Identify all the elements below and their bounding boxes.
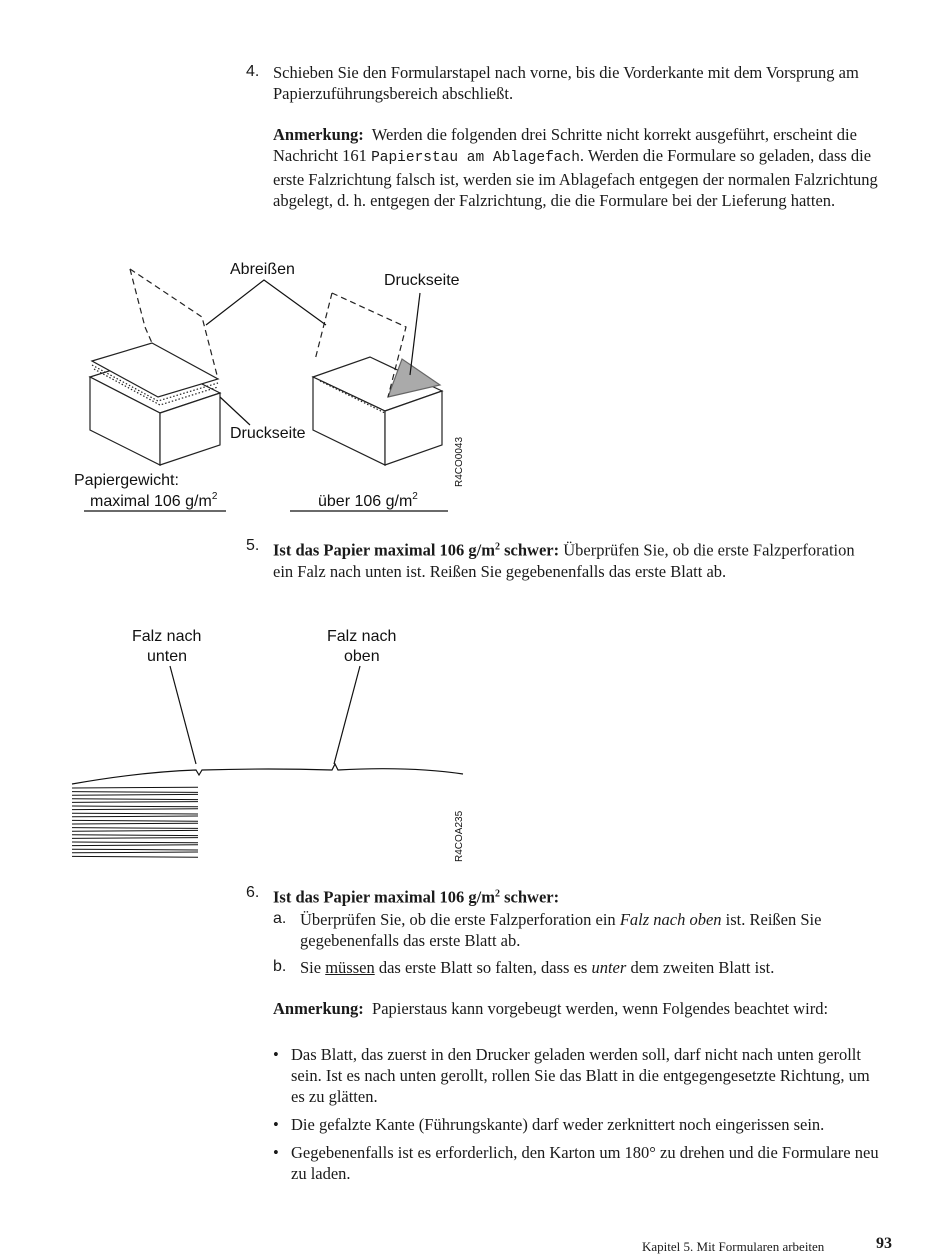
note-label: Anmerkung: [273,125,364,144]
figure-paper-weight [70,255,490,520]
print-side-right-leader [410,293,420,375]
list-item: • Gegebenenfalls ist es erforderlich, den Karton um 180° zu drehen und die Formulare neu zu laden. [273,1142,881,1184]
step-5-number: 5. [246,537,260,554]
stack-sheet-line [72,794,198,795]
step-6-bold-pre: Ist das Papier maximal 106 g/m [273,887,495,907]
step-6b-text [300,957,900,978]
figure-fold-direction [70,622,480,867]
list-item: • Das Blatt, das zuerst in den Drucker geladen werden soll, darf nicht nach unten gerollt sein. Ist es nach unten gerollt, rollen Sie das Blatt in die entgegengesetzte Richtung, um es zu glätten. [273,1044,881,1107]
label-max-weight [90,491,218,510]
label-paper-weight: Papiergewicht: [74,472,179,489]
fold-down-leader [170,666,196,764]
footer-chapter: Kapitel 5. Mit Formularen arbeiten [642,1239,825,1254]
stack-sheet-line [72,792,198,793]
list-item: • Die gefalzte Kante (Führungskante) darf weder zerknittert noch eingerissen sein. [273,1114,881,1135]
stack-sheet-line [72,849,198,850]
figure-id-2: R4COA235 [454,810,465,862]
stack-sheet-line [72,856,198,857]
label-fold-up-1: Falz nach [327,628,397,645]
label-tear: Abreißen [230,261,295,278]
label-fold-down-2: unten [147,648,188,665]
stack-sheet-line [72,802,198,803]
label-max-sup: 2 [211,491,218,502]
note-text-2: Papierstaus kann vorgebeugt werden, wenn Folgendes beachtet wird: [372,999,829,1018]
label-print-side-left: Druckseite [230,425,306,442]
step-6b-em: unter [591,958,627,977]
step-4-number: 4. [246,63,260,80]
step-6b-underlined: müssen [325,958,375,977]
step-6b-marker: b. [273,958,287,975]
error-message-code: Papierstau am Ablagefach [371,150,580,166]
note-bullet-list [273,1044,881,1191]
step-6-heading [273,883,893,908]
stack-sheet-line [72,799,198,800]
step-6b-mid: das erste Blatt so falten, dass es [374,958,592,977]
left-paper-box [90,343,220,465]
step-5-sup: 2 [495,541,500,552]
label-fold-up-2: oben [344,648,380,665]
stack-sheet-line [72,809,198,810]
right-paper-box [313,357,442,465]
label-print-side-right: Druckseite [384,272,460,289]
stack-sheet-line [72,787,198,788]
stack-sheet-line [72,852,198,853]
note-text-post: . Werden die Formulare so geladen, dass die erste Falzrichtung falsch ist, werden sie im Ablagefach entgegen der normalen Falzrichtung abgelegt, d. h. entgegen der Falzrichtung, die die Formulare bei der Lieferung hatten. [273,146,878,210]
step-6a-text [300,909,900,951]
stack-sheet-line [72,820,198,821]
step-4-note [273,124,893,211]
step-6a-pre: Überprüfen Sie, ob die erste Falzperforation ein [300,910,620,929]
note-label-2: Anmerkung: [273,999,364,1018]
note-text-pre: Werden die folgenden drei Schritte nicht korrekt ausgeführt, erscheint die Nachricht 161 [273,125,857,165]
stack-sheet-line [72,842,198,843]
label-over-sup: 2 [412,491,418,502]
stack-sheet-line [72,845,198,846]
step-6b-pre: Sie [300,958,326,977]
label-over-weight [318,491,418,510]
top-sheet-line [72,764,463,784]
stack-sheet-line [72,823,198,824]
step-6-note [273,998,893,1019]
step-6a-marker: a. [273,910,287,927]
page-number: 93 [876,1235,892,1252]
step-6a-post: ist. Reißen Sie gegebenenfalls das erste Blatt ab. [300,910,822,950]
fold-up-leader [334,666,360,764]
tear-leader-line [206,280,326,325]
figure-id-1: R4CO0043 [454,436,465,487]
stack-sheet-line [72,838,198,839]
label-max-text: maximal 106 g/m [90,493,212,510]
step-5-bold-post: schwer: [500,540,560,560]
stack-sheet-line [72,806,198,807]
stack-sheet-line [72,830,198,831]
print-side-left-leader [220,397,250,425]
step-6a-em: Falz nach oben [619,910,722,929]
step-5-body: Überprüfen Sie, ob die erste Falzperforation ein Falz nach unten ist. Reißen Sie gegebenenfalls das erste Blatt ab. [273,540,855,581]
step-5-bold-pre: Ist das Papier maximal 106 g/m [273,540,495,560]
label-fold-down-1: Falz nach [132,628,202,645]
step-5-text [273,536,873,582]
stack-sheet-line [72,828,198,829]
paper-stack [72,787,198,857]
step-4-text: Schieben Sie den Formularstapel nach vorne, bis die Vorderkante mit dem Vorsprung am Papierzuführungsbereich abschließt. [273,63,859,103]
step-6b-post: dem zweiten Blatt ist. [626,958,775,977]
stack-sheet-line [72,813,198,814]
step-6-bold-post: schwer: [500,887,560,907]
stack-sheet-line [72,816,198,817]
step-6-number: 6. [246,884,260,901]
stack-sheet-line [72,835,198,836]
step-6-sup: 2 [495,888,500,899]
label-over-text: über 106 g/m [318,493,413,510]
